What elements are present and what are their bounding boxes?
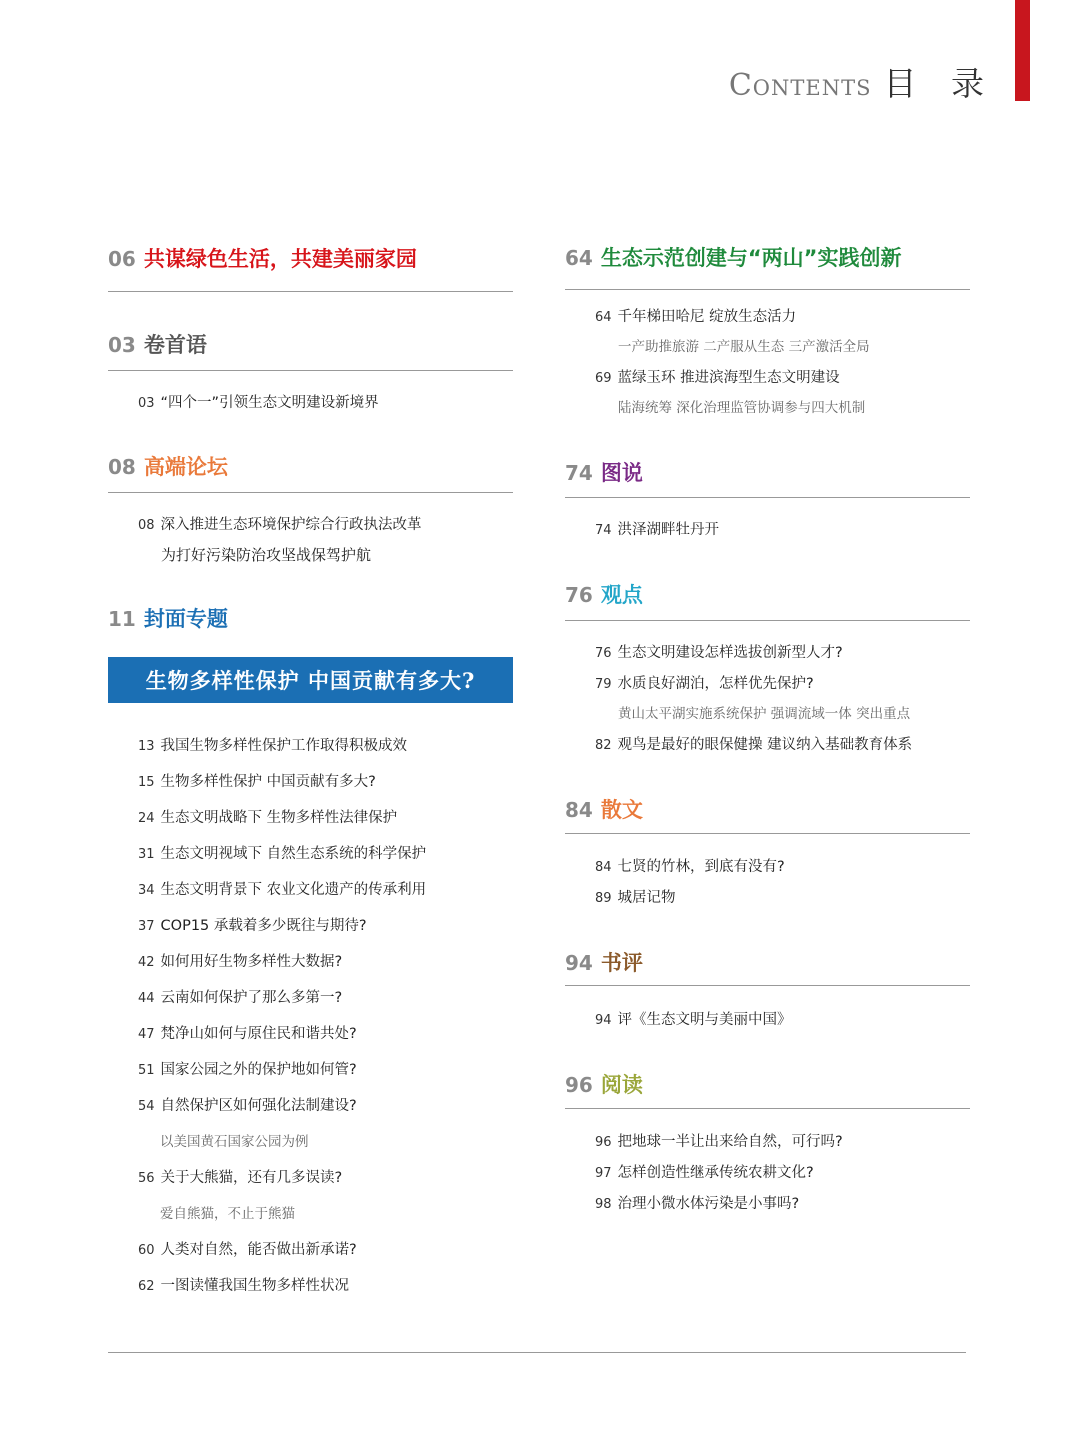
entry-page: 15 <box>138 775 155 790</box>
entry-page: 97 <box>595 1166 612 1181</box>
toc-entry[interactable] <box>595 733 912 754</box>
entry-page: 24 <box>138 811 155 826</box>
section-title[interactable]: 封面专题 <box>143 607 228 631</box>
entry-title: 自然保护区如何强化法制建设? <box>160 1098 357 1114</box>
entry-page: 47 <box>138 1027 155 1042</box>
entry-page: 76 <box>595 646 612 661</box>
entry-title: 观鸟是最好的眼保健操 建议纳入基础教育体系 <box>617 737 913 753</box>
section-title[interactable]: 生态示范创建与“两山”实践创新 <box>600 246 902 270</box>
entry-page: 79 <box>595 677 612 692</box>
section-page-number: 08 <box>108 455 136 479</box>
toc-entry-subtitle: 爱自熊猫，不止于熊猫 <box>160 1206 295 1222</box>
section-page-number: 94 <box>565 951 593 975</box>
toc-entry[interactable] <box>138 1094 357 1115</box>
toc-entry[interactable] <box>595 641 843 662</box>
entry-title: 水质良好湖泊，怎样优先保护? <box>617 676 814 692</box>
toc-entry[interactable] <box>138 1274 349 1295</box>
toc-entry[interactable] <box>138 734 407 755</box>
section-title[interactable]: 书评 <box>600 951 643 975</box>
toc-entry[interactable] <box>138 770 376 791</box>
toc-entry[interactable] <box>138 842 426 863</box>
entry-page: 74 <box>595 523 612 538</box>
entry-page: 51 <box>138 1063 155 1078</box>
section-page-number: 11 <box>108 607 136 631</box>
toc-entry[interactable] <box>138 391 379 412</box>
section-page-number: 84 <box>565 798 593 822</box>
toc-entry[interactable] <box>138 1166 342 1187</box>
entry-page: 98 <box>595 1197 612 1212</box>
section-page-number: 76 <box>565 583 593 607</box>
bottom-divider <box>108 1352 966 1353</box>
section-page-number: 74 <box>565 461 593 485</box>
entry-page: 31 <box>138 847 155 862</box>
entry-page: 56 <box>138 1171 155 1186</box>
section-title[interactable]: 高端论坛 <box>143 455 228 479</box>
entry-page: 82 <box>595 738 612 753</box>
cover-topic-banner[interactable]: 生物多样性保护 中国贡献有多大? <box>108 657 513 703</box>
entry-title: 人类对自然，能否做出新承诺? <box>160 1242 357 1258</box>
entry-page: 62 <box>138 1279 155 1294</box>
entry-page: 96 <box>595 1135 612 1150</box>
section-title[interactable]: 图说 <box>600 461 643 485</box>
section-page-number: 03 <box>108 333 136 357</box>
toc-entry[interactable] <box>138 914 367 935</box>
divider <box>108 370 513 371</box>
entry-page: 60 <box>138 1243 155 1258</box>
section-page-number: 06 <box>108 247 136 271</box>
toc-entry[interactable] <box>595 855 785 876</box>
entry-title: 洪泽湖畔牡丹开 <box>617 522 720 538</box>
entry-page: 03 <box>138 396 155 411</box>
toc-entry[interactable] <box>138 1238 357 1259</box>
section-eco-demonstration <box>565 242 970 272</box>
entry-title: 梵净山如何与原住民和谐共处? <box>160 1026 357 1042</box>
divider <box>565 1108 970 1109</box>
entry-title: “四个一”引领生态文明建设新境界 <box>160 395 379 411</box>
entry-title: 把地球一半让出来给自然，可行吗? <box>617 1134 843 1150</box>
section-title[interactable]: 观点 <box>600 583 643 607</box>
divider <box>565 833 970 834</box>
red-accent-bar <box>1015 0 1030 101</box>
section-essays <box>565 794 970 824</box>
toc-entry-subtitle: 陆海统筹 深化治理监管协调参与四大机制 <box>618 400 866 416</box>
divider <box>565 289 970 290</box>
toc-entry[interactable] <box>595 886 676 907</box>
section-title[interactable]: 卷首语 <box>143 333 207 357</box>
toc-entry[interactable] <box>595 672 814 693</box>
section-green-life <box>108 243 513 273</box>
entry-page: 69 <box>595 371 612 386</box>
contents-chinese-title: 目 录 <box>883 64 996 103</box>
entry-page: 54 <box>138 1099 155 1114</box>
entry-page: 84 <box>595 860 612 875</box>
entry-title: 生态文明背景下 农业文化遗产的传承利用 <box>160 882 427 898</box>
toc-entry-subtitle: 黄山太平湖实施系统保护 强调流域一体 突出重点 <box>618 706 911 722</box>
entry-page: 44 <box>138 991 155 1006</box>
entry-title: 生态文明战略下 生物多样性法律保护 <box>160 810 398 826</box>
entry-page: 64 <box>595 310 612 325</box>
divider <box>565 620 970 621</box>
entry-title: 生态文明建设怎样选拔创新型人才? <box>617 645 843 661</box>
page-header <box>729 58 996 105</box>
toc-entry-subtitle: 一产助推旅游 二产服从生态 三产激活全局 <box>618 339 870 355</box>
toc-entry[interactable] <box>138 950 342 971</box>
divider <box>108 291 513 292</box>
toc-entry[interactable] <box>595 366 840 387</box>
entry-title: 生态文明视域下 自然生态系统的科学保护 <box>160 846 427 862</box>
entry-page: 42 <box>138 955 155 970</box>
entry-title: 评《生态文明与美丽中国》 <box>617 1012 792 1028</box>
entry-title: COP15 承载着多少既往与期待? <box>160 918 367 934</box>
entry-title: 千年梯田哈尼 绽放生态活力 <box>617 309 797 325</box>
toc-entry[interactable] <box>595 305 796 326</box>
section-page-number: 64 <box>565 246 593 270</box>
section-title[interactable]: 散文 <box>600 798 643 822</box>
section-illustrated <box>565 457 970 487</box>
entry-title: 七贤的竹林，到底有没有? <box>617 859 785 875</box>
section-forum <box>108 451 513 481</box>
entry-page: 37 <box>138 919 155 934</box>
section-cover-topic <box>108 603 513 633</box>
divider <box>565 497 970 498</box>
section-reading <box>565 1069 970 1099</box>
entry-page: 34 <box>138 883 155 898</box>
toc-entry[interactable] <box>138 513 422 534</box>
toc-entry-subtitle: 以美国黄石国家公园为例 <box>160 1134 309 1150</box>
toc-entry[interactable] <box>138 1058 357 1079</box>
entry-title: 一图读懂我国生物多样性状况 <box>160 1278 350 1294</box>
entry-title: 国家公园之外的保护地如何管? <box>160 1062 357 1078</box>
entry-title: 云南如何保护了那么多第一? <box>160 990 343 1006</box>
entry-title: 我国生物多样性保护工作取得积极成效 <box>160 738 408 754</box>
entry-page: 94 <box>595 1013 612 1028</box>
entry-page: 89 <box>595 891 612 906</box>
section-foreword <box>108 329 513 359</box>
toc-entry[interactable] <box>595 1161 814 1182</box>
entry-title: 如何用好生物多样性大数据? <box>160 954 343 970</box>
toc-entry[interactable] <box>595 1130 843 1151</box>
toc-entry[interactable] <box>595 1008 792 1029</box>
entry-title: 生物多样性保护 中国贡献有多大? <box>160 774 376 790</box>
toc-entry[interactable] <box>138 806 397 827</box>
entry-page: 13 <box>138 739 155 754</box>
toc-entry[interactable] <box>595 518 719 539</box>
entry-title: 蓝绿玉环 推进滨海型生态文明建设 <box>617 370 840 386</box>
section-book-review <box>565 947 970 977</box>
contents-english-title: Contents <box>728 68 872 103</box>
section-page-number: 96 <box>565 1073 593 1097</box>
divider <box>565 985 970 986</box>
toc-entry-subtitle: 为打好污染防治攻坚战保驾护航 <box>161 546 372 564</box>
section-title[interactable]: 阅读 <box>600 1073 643 1097</box>
section-title[interactable]: 共谋绿色生活，共建美丽家园 <box>143 247 417 271</box>
section-viewpoints <box>565 579 970 609</box>
divider <box>108 492 513 493</box>
entry-title: 怎样创造性继承传统农耕文化? <box>617 1165 814 1181</box>
entry-title: 城居记物 <box>617 890 676 906</box>
toc-entry[interactable] <box>138 986 342 1007</box>
toc-entry[interactable] <box>138 878 426 899</box>
toc-entry[interactable] <box>595 1192 799 1213</box>
entry-title: 治理小微水体污染是小事吗? <box>617 1196 800 1212</box>
toc-entry[interactable] <box>138 1022 357 1043</box>
entry-page: 08 <box>138 518 155 533</box>
entry-title: 深入推进生态环境保护综合行政执法改革 <box>160 517 422 533</box>
entry-title: 关于大熊猫，还有几多误读? <box>160 1170 343 1186</box>
